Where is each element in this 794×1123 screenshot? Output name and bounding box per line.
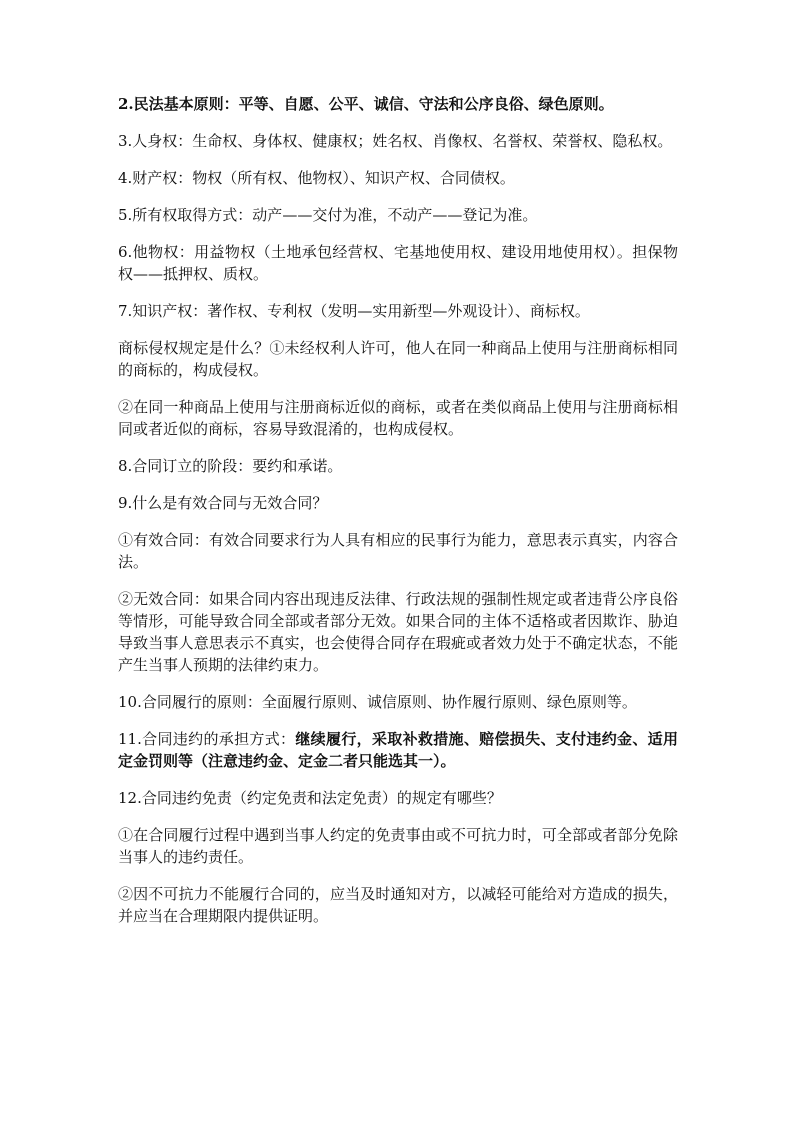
paragraph [118,396,678,440]
text-segment: ①在合同履行过程中遇到当事人约定的免责事由或不可抗力时，可全部或者部分免除当事人的违约责任。 [118,826,678,866]
paragraph [118,204,678,226]
paragraph [118,529,678,573]
text-segment: 4.财产权：物权（所有权、他物权）、知识产权、合同债权。 [118,169,515,187]
text-segment: 2.民法基本原则：平等、自愿、公平、诚信、守法和公序良俗、绿色原则。 [118,95,614,113]
paragraph [118,167,678,189]
text-segment: 10.合同履行的原则：全面履行原则、诚信原则、协作履行原则、绿色原则等。 [118,693,637,711]
text-segment: 8.合同订立的阶段：要约和承诺。 [118,457,343,475]
paragraph [118,455,678,477]
text-segment: ②在同一种商品上使用与注册商标近似的商标，或者在类似商品上使用与注册商标相同或者近似的商标，容易导致混淆的，也构成侵权。 [118,398,678,438]
text-segment: 3.人身权：生命权、身体权、健康权；姓名权、肖像权、名誉权、荣誉权、隐私权。 [118,132,673,150]
paragraph [118,728,678,772]
text-segment: 7.知识产权：著作权、专利权（发明—实用新型—外观设计）、商标权。 [118,302,590,320]
text-segment: 11.合同违约的承担方式： [118,730,296,748]
text-segment: ②无效合同：如果合同内容出现违反法律、行政法规的强制性规定或者违背公序良俗等情形，可能导致合同全部或者部分无效。如果合同的主体不适格或者因欺诈、胁迫导致当事人意思表示不真实，也会使得合同存在瑕疵或者效力处于不确定状态，不能产生当事人预期的法律约束力。 [118,590,678,674]
text-segment-bold: 继续履行，采取补救措施、赔偿损失、支付违约金、适用定金罚则等（注意违约金、定金二者只能选其一）。 [118,730,678,770]
paragraph [118,492,678,514]
text-segment: ②因不可抗力不能履行合同的，应当及时通知对方，以减轻可能给对方造成的损失，并应当在合理期限内提供证明。 [118,885,678,925]
paragraph [118,824,678,868]
paragraph [118,93,678,115]
paragraph [118,588,678,676]
text-segment: 12.合同违约免责（约定免责和法定免责）的规定有哪些？ [118,789,502,807]
paragraph [118,883,678,927]
text-segment: 商标侵权规定是什么？①未经权利人许可，他人在同一种商品上使用与注册商标相同的商标的，构成侵权。 [118,339,678,379]
paragraph [118,130,678,152]
text-segment: 9.什么是有效合同与无效合同？ [118,494,328,512]
paragraph [118,787,678,809]
paragraph [118,300,678,322]
text-segment: 5.所有权取得方式：动产——交付为准，不动产——登记为准。 [118,206,538,224]
text-segment: 6.他物权：用益物权（土地承包经营权、宅基地使用权、建设用地使用权）。担保物权——抵押权、质权。 [118,243,678,283]
paragraph [118,241,678,285]
paragraph [118,691,678,713]
text-segment: ①有效合同：有效合同要求行为人具有相应的民事行为能力，意思表示真实，内容合法。 [118,531,678,571]
document-page [118,93,678,942]
paragraph [118,337,678,381]
